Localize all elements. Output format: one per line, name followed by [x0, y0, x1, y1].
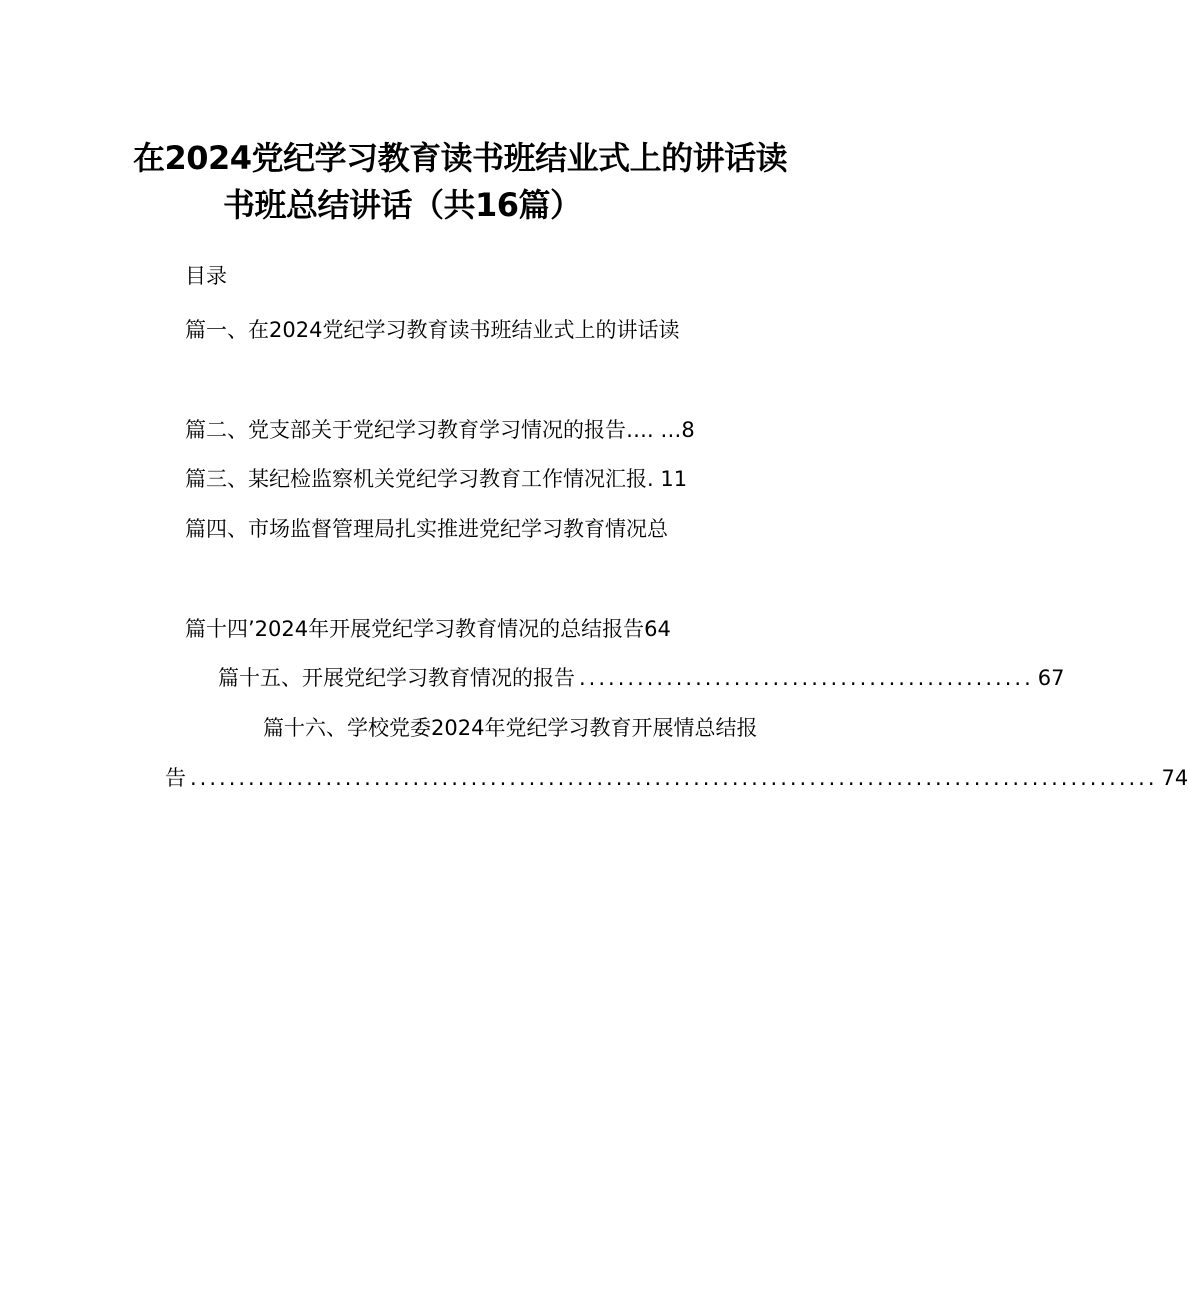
toc-entry-16-page: 74 [1161, 766, 1188, 790]
document-title-line-1: 在2024党纪学习教育读书班结业式上的讲话读 [133, 139, 788, 177]
toc-entry-15-leader: ............................................... [579, 666, 1034, 690]
toc-entry-16-leader: .................................................................................................... [190, 766, 1158, 790]
toc-entry-3: 篇三、某纪检监察机关党纪学习教育工作情况汇报. 11 [185, 467, 688, 491]
toc-entry-15-page: 67 [1037, 666, 1065, 690]
toc-entry-1: 篇一、在2024党纪学习教育读书班结业式上的讲话读 [185, 318, 680, 342]
toc-entry-4: 篇四、市场监督管理局扎实推进党纪学习教育情况总 [185, 517, 668, 541]
toc-heading: 目录 [185, 264, 227, 288]
toc-entry-16-line-2 [165, 766, 1188, 790]
toc-entry-16-text: 告 [165, 766, 186, 790]
toc-entry-16-line-1: 篇十六、学校党委2024年党纪学习教育开展情总结报 [263, 716, 758, 740]
document-title-line-2: 书班总结讲话（共16篇） [223, 186, 582, 224]
toc-entry-2: 篇二、党支部关于党纪学习教育学习情况的报告…. …8 [185, 418, 695, 442]
toc-entry-14: 篇十四’2024年开展党纪学习教育情况的总结报告64 [185, 617, 671, 641]
toc-entry-15-text: 篇十五、开展党纪学习教育情况的报告 [218, 666, 575, 690]
toc-entry-15 [218, 666, 1065, 690]
